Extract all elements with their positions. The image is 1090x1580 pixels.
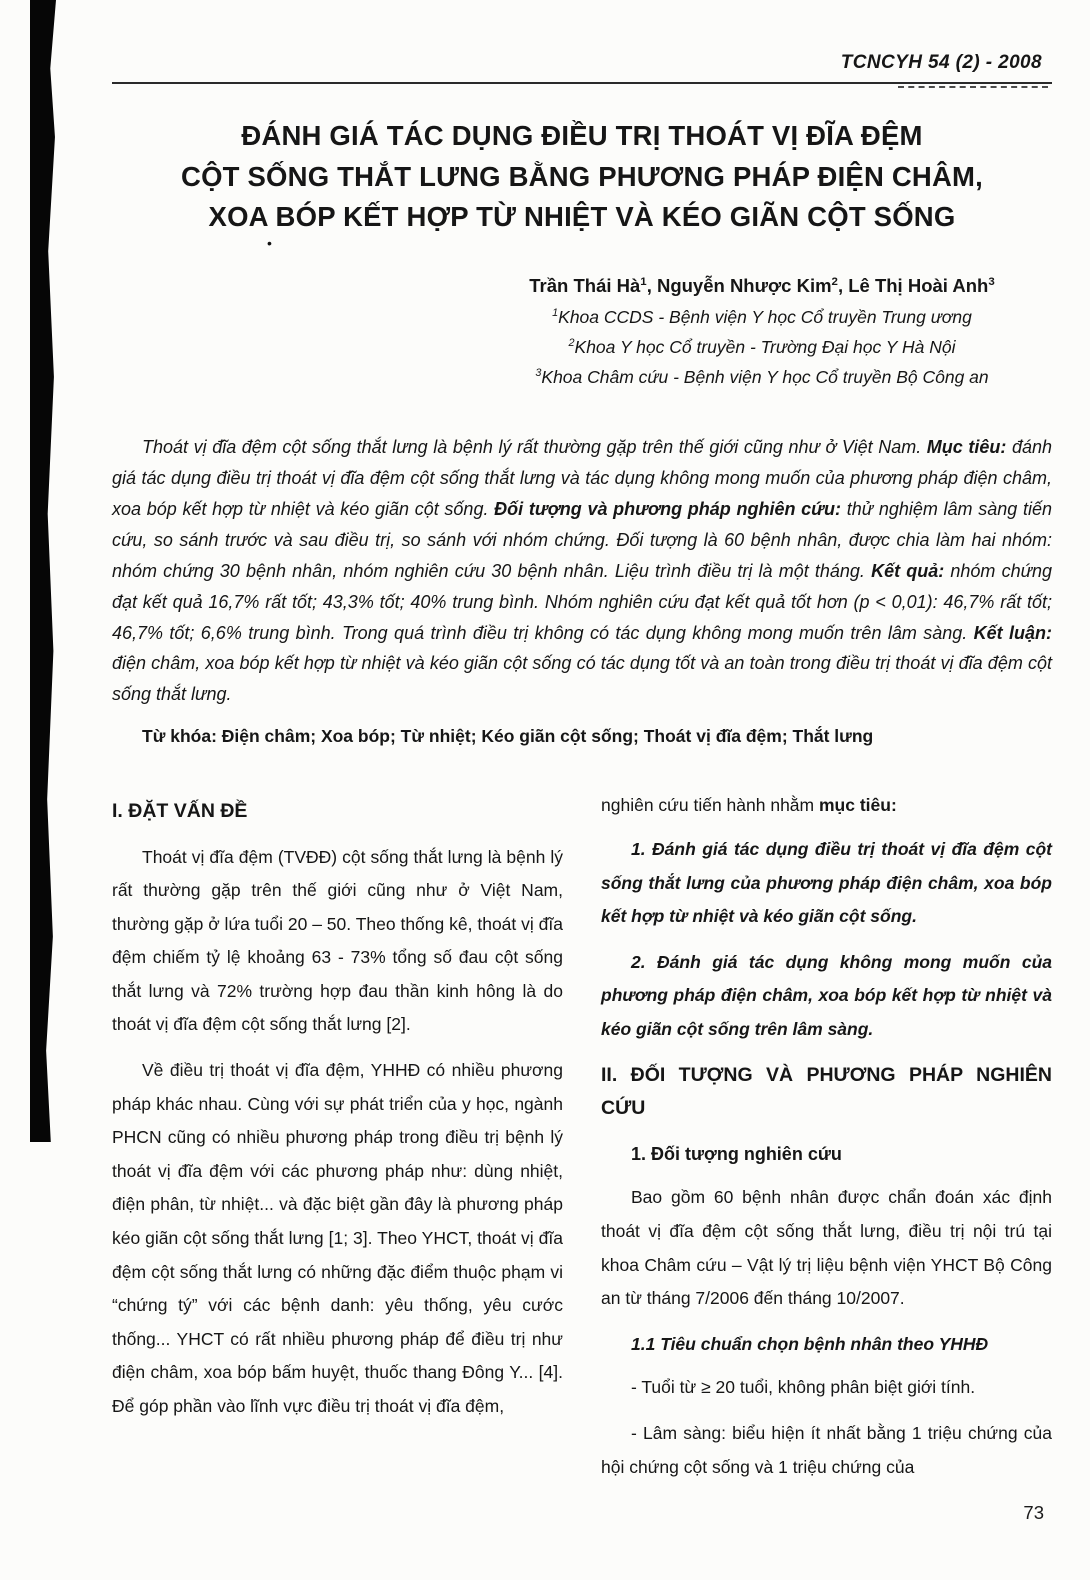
objective-2: 2. Đánh giá tác dụng không mong muốn của phương pháp điện châm, xoa bóp kết hợp từ nhiệt và kéo giãn cột sống trên lâm sàng. — [601, 951, 1052, 1039]
article-title-line-1: ĐÁNH GIÁ TÁC DỤNG ĐIỀU TRỊ THOÁT VỊ ĐĨA ĐỆM — [241, 120, 923, 151]
criterion-2: - Lâm sàng: biểu hiện ít nhất bằng 1 triệu chứng của hội chứng cột sống và 1 triệu chứng của — [601, 1422, 1052, 1477]
section-2-1-paragraph: Bao gồm 60 bệnh nhân được chẩn đoán xác định thoát vị đĩa đệm cột sống thắt lưng, điều trị nội trú tại khoa Châm cứu – Vật lý trị liệu bệnh viện YHCT Bộ Công an từ tháng 7/2006 đến tháng 10/2007. — [601, 1187, 1052, 1309]
page-header — [112, 0, 1052, 88]
aims-intro-line: nghiên cứu tiến hành nhằm mục tiêu: — [601, 795, 897, 816]
keywords-line: Từ khóa: Điện châm; Xoa bóp; Từ nhiệt; Kéo giãn cột sống; Thoát vị đĩa đệm; Thắt lưng — [142, 726, 874, 747]
authors-line: Trần Thái $Hà^1$, Nguyễn Nhược Kim$^2$, Lê Thị Hoài Anh$^3$ — [529, 275, 995, 297]
affiliation-3: $^3$Khoa Châm cứu - Bệnh viện Y học Cổ truyền Bộ Công an — [535, 366, 989, 387]
affiliation-2: $^2$Khoa Y học Cổ truyền - Trường Đại học Y Hà Nội — [568, 336, 956, 357]
scan-binding-mark — [30, 0, 56, 1142]
header-rule-dashes — [898, 86, 1048, 88]
left-column — [112, 789, 563, 1496]
objective-1: 1. Đánh giá tác dụng điều trị thoát vị đĩa đệm cột sống thắt lưng của phương pháp điện châm, xoa bóp kết hợp từ nhiệt và kéo giãn cột sống. — [601, 838, 1052, 927]
header-rule — [112, 82, 1052, 84]
two-column-body — [112, 789, 1052, 1496]
right-column — [601, 789, 1052, 1496]
scan-dot-artifact: • — [267, 235, 272, 252]
affiliation-1: $^1$Khoa CCDS - Bệnh viện Y học Cổ truyền Trung ương — [552, 306, 972, 327]
article-title-line-3: XOA BÓP KẾT HỢP TỪ NHIỆT VÀ KÉO GIÃN CỘT SỐNG — [208, 201, 956, 233]
section-1-heading: I. ĐẶT VẤN ĐỀ — [112, 800, 248, 823]
section-2-heading: II. ĐỐI TƯỢNG VÀ PHƯƠNG PHÁP NGHIÊN CỨU — [601, 1063, 1052, 1119]
section-1-paragraph-2: Về điều trị thoát vị đĩa đệm, YHHĐ có nhiều phương pháp khác nhau. Cùng với sự phát triển của y học, ngành PHCN cũng có nhiều phương pháp trong điều trị bệnh lý thoát vị đĩa đệm với các phương pháp như: dùng nhiệt, điện phân, từ nhiệt... và đặc biệt gần đây là phương pháp kéo giãn cột sống thắt lưng [1; 3]. Theo YHCT, thoát vị đĩa đệm cột sống thắt lưng có những đặc điểm thuộc phạm vi “chứng tý” với các bệnh danh: yêu thống, yêu cước thống... YHCT có rất nhiều phương pháp để điều trị như điện châm, xoa bóp bấm huyệt, thuốc thang Đông Y... [4]. Để góp phần vào lĩnh vực điều trị thoát vị đĩa đệm, — [112, 1060, 563, 1416]
page-number: 73 — [1023, 1502, 1044, 1523]
section-1-paragraph-1: Thoát vị đĩa đệm (TVĐĐ) cột sống thắt lưng là bệnh lý rất thường gặp trên thế giới cũng như ở Việt Nam, thường gặp ở lứa tuổi 20 – 50. Theo thống kê, thoát vị đĩa đệm chiếm tỷ lệ khoảng 63 - 73% tổng số đau cột sống thắt lưng và 72% trường hợp đau thần kinh hông là do thoát vị đĩa đệm cột sống thắt lưng [2]. — [112, 846, 563, 1035]
section-2-1-1-subheading: 1.1 Tiêu chuẩn chọn bệnh nhân theo YHHĐ — [631, 1333, 989, 1354]
journal-issue-reference: TCNCYH 54 (2) - 2008 — [840, 52, 1042, 73]
section-2-1-subheading: 1. Đối tượng nghiên cứu — [631, 1143, 842, 1164]
criterion-1: - Tuổi từ ≥ 20 tuổi, không phân biệt giới tính. — [631, 1377, 976, 1398]
page-content — [112, 0, 1052, 1496]
abstract-paragraph: Thoát vị đĩa đệm cột sống thắt lưng là bệnh lý rất thường gặp trên thế giới cũng như ở Việt Nam. Mục tiêu: đánh giá tác dụng điều trị thoát vị đĩa đệm cột sống thắt lưng và tác dụng không mong muốn của phương pháp điện châm, xoa bóp kết hợp từ nhiệt và kéo giãn cột sống. Đối tượng và phương pháp nghiên cứu: thử nghiệm lâm sàng tiến cứu, so sánh trước và sau điều trị, so sánh với nhóm chứng. Đối tượng là 60 bệnh nhân, được chia làm hai nhóm: nhóm chứng 30 bệnh nhân, nhóm nghiên cứu 30 bệnh nhân. Liệu trình điều trị là một tháng. Kết quả: nhóm chứng đạt kết quả 16,7% rất tốt; 43,3% tốt; 40% trung bình. Nhóm nghiên cứu đạt kết quả tốt hơn (p < 0,01): 46,7% rất tốt; 46,7% tốt; 6,6% trung bình. Trong quá trình điều trị không có tác dụng không mong muốn trên lâm sàng. Kết luận: điện châm, xoa bóp kết hợp từ nhiệt và kéo giãn cột sống có tác dụng tốt và an toàn trong điều trị thoát vị đĩa đệm cột sống thắt lưng. — [112, 436, 1053, 705]
article-title — [112, 116, 1052, 238]
byline-block — [472, 270, 1052, 392]
article-title-line-2: CỘT SỐNG THẮT LƯNG BẰNG PHƯƠNG PHÁP ĐIỆN CHÂM, — [181, 160, 983, 192]
